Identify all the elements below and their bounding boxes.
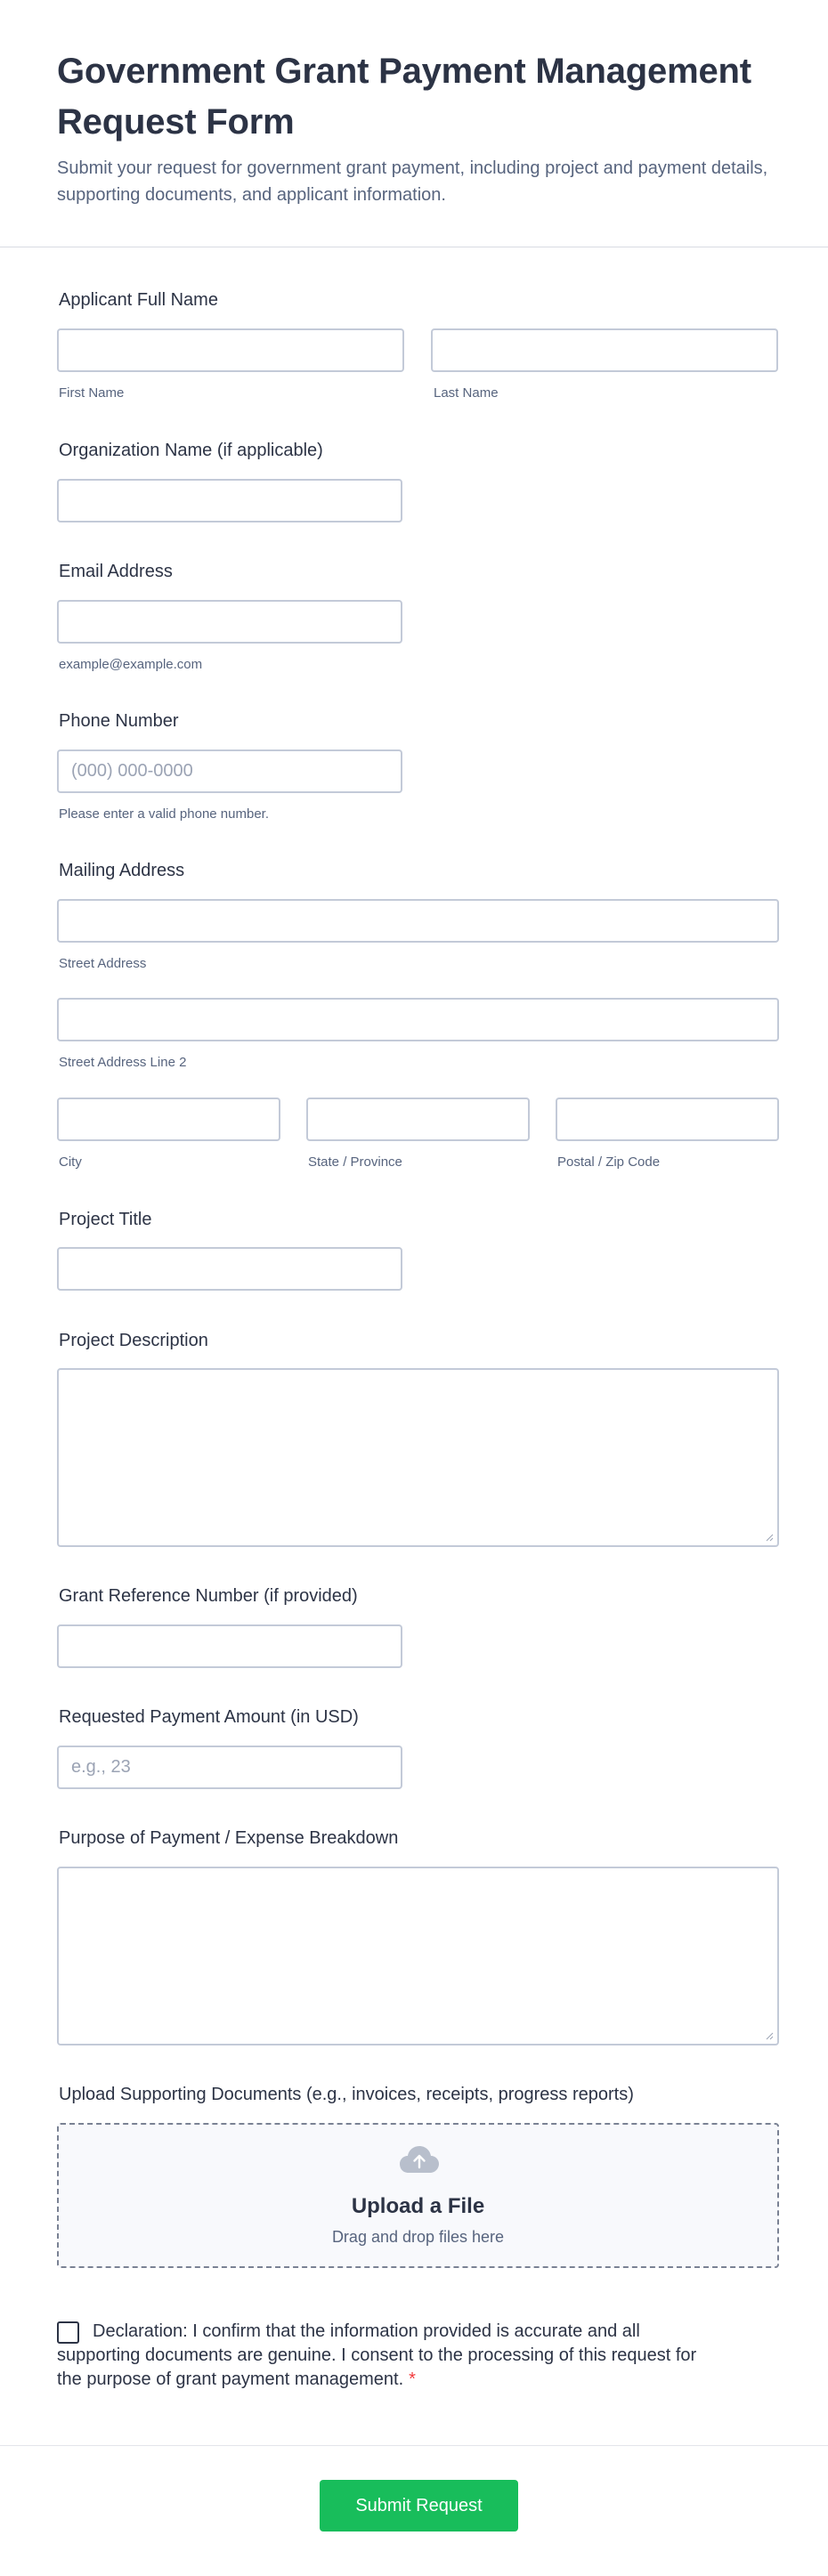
email-hint: example@example.com xyxy=(59,657,203,672)
purpose-label: Purpose of Payment / Expense Breakdown xyxy=(59,1828,399,1848)
street-address-line2-sublabel: Street Address Line 2 xyxy=(59,1055,187,1070)
declaration-text xyxy=(57,2320,698,2392)
street-address-input[interactable] xyxy=(57,899,779,943)
required-asterisk: * xyxy=(409,2369,416,2389)
project-description-label: Project Description xyxy=(59,1331,208,1350)
upload-title: Upload a File xyxy=(351,2194,485,2218)
first-name-input[interactable] xyxy=(57,328,404,372)
email-label: Email Address xyxy=(59,562,173,581)
declaration-label: Declaration: I confirm that the information provided is accurate and all supporting documents are genuine. I consent to the processing of this request for the purpose of grant payment management. xyxy=(57,2321,697,2389)
resize-grip-icon[interactable] xyxy=(765,2031,774,2040)
state-input[interactable] xyxy=(306,1098,530,1141)
street-address-sublabel: Street Address xyxy=(59,956,147,971)
first-name-sublabel: First Name xyxy=(59,385,125,401)
cloud-upload-icon xyxy=(398,2144,441,2176)
payment-amount-input[interactable] xyxy=(57,1746,402,1789)
project-title-input[interactable] xyxy=(57,1247,402,1291)
upload-label: Upload Supporting Documents (e.g., invoices, receipts, progress reports) xyxy=(59,2085,634,2104)
phone-input[interactable] xyxy=(57,749,402,793)
project-description-textarea[interactable] xyxy=(57,1368,779,1547)
project-title-label: Project Title xyxy=(59,1210,152,1229)
phone-label: Phone Number xyxy=(59,711,179,731)
grant-reference-label: Grant Reference Number (if provided) xyxy=(59,1586,358,1606)
file-upload-dropzone[interactable] xyxy=(57,2123,779,2268)
last-name-sublabel: Last Name xyxy=(434,385,499,401)
organization-input[interactable] xyxy=(57,479,402,522)
submit-button[interactable]: Submit Request xyxy=(320,2480,518,2531)
street-address-line2-input[interactable] xyxy=(57,998,779,1041)
full-name-label: Applicant Full Name xyxy=(59,290,218,310)
upload-subtitle: Drag and drop files here xyxy=(331,2228,505,2246)
page-subtitle: Submit your request for government grant payment, including project and payment details, supporting documents, and applicant information. xyxy=(57,158,768,205)
footer-divider xyxy=(0,2445,828,2446)
phone-hint: Please enter a valid phone number. xyxy=(59,806,269,822)
grant-reference-input[interactable] xyxy=(57,1624,402,1668)
organization-label: Organization Name (if applicable) xyxy=(59,441,323,460)
page-title: Government Grant Payment Management Request Form xyxy=(57,52,751,142)
resize-grip-icon[interactable] xyxy=(765,1533,774,1542)
email-input[interactable] xyxy=(57,600,402,644)
purpose-textarea[interactable] xyxy=(57,1867,779,2045)
payment-amount-label: Requested Payment Amount (in USD) xyxy=(59,1707,359,1727)
city-sublabel: City xyxy=(59,1154,82,1170)
city-input[interactable] xyxy=(57,1098,280,1141)
form-header xyxy=(0,0,828,247)
zip-input[interactable] xyxy=(556,1098,779,1141)
state-sublabel: State / Province xyxy=(308,1154,402,1170)
address-label: Mailing Address xyxy=(59,861,185,880)
zip-sublabel: Postal / Zip Code xyxy=(557,1154,661,1170)
last-name-input[interactable] xyxy=(431,328,778,372)
